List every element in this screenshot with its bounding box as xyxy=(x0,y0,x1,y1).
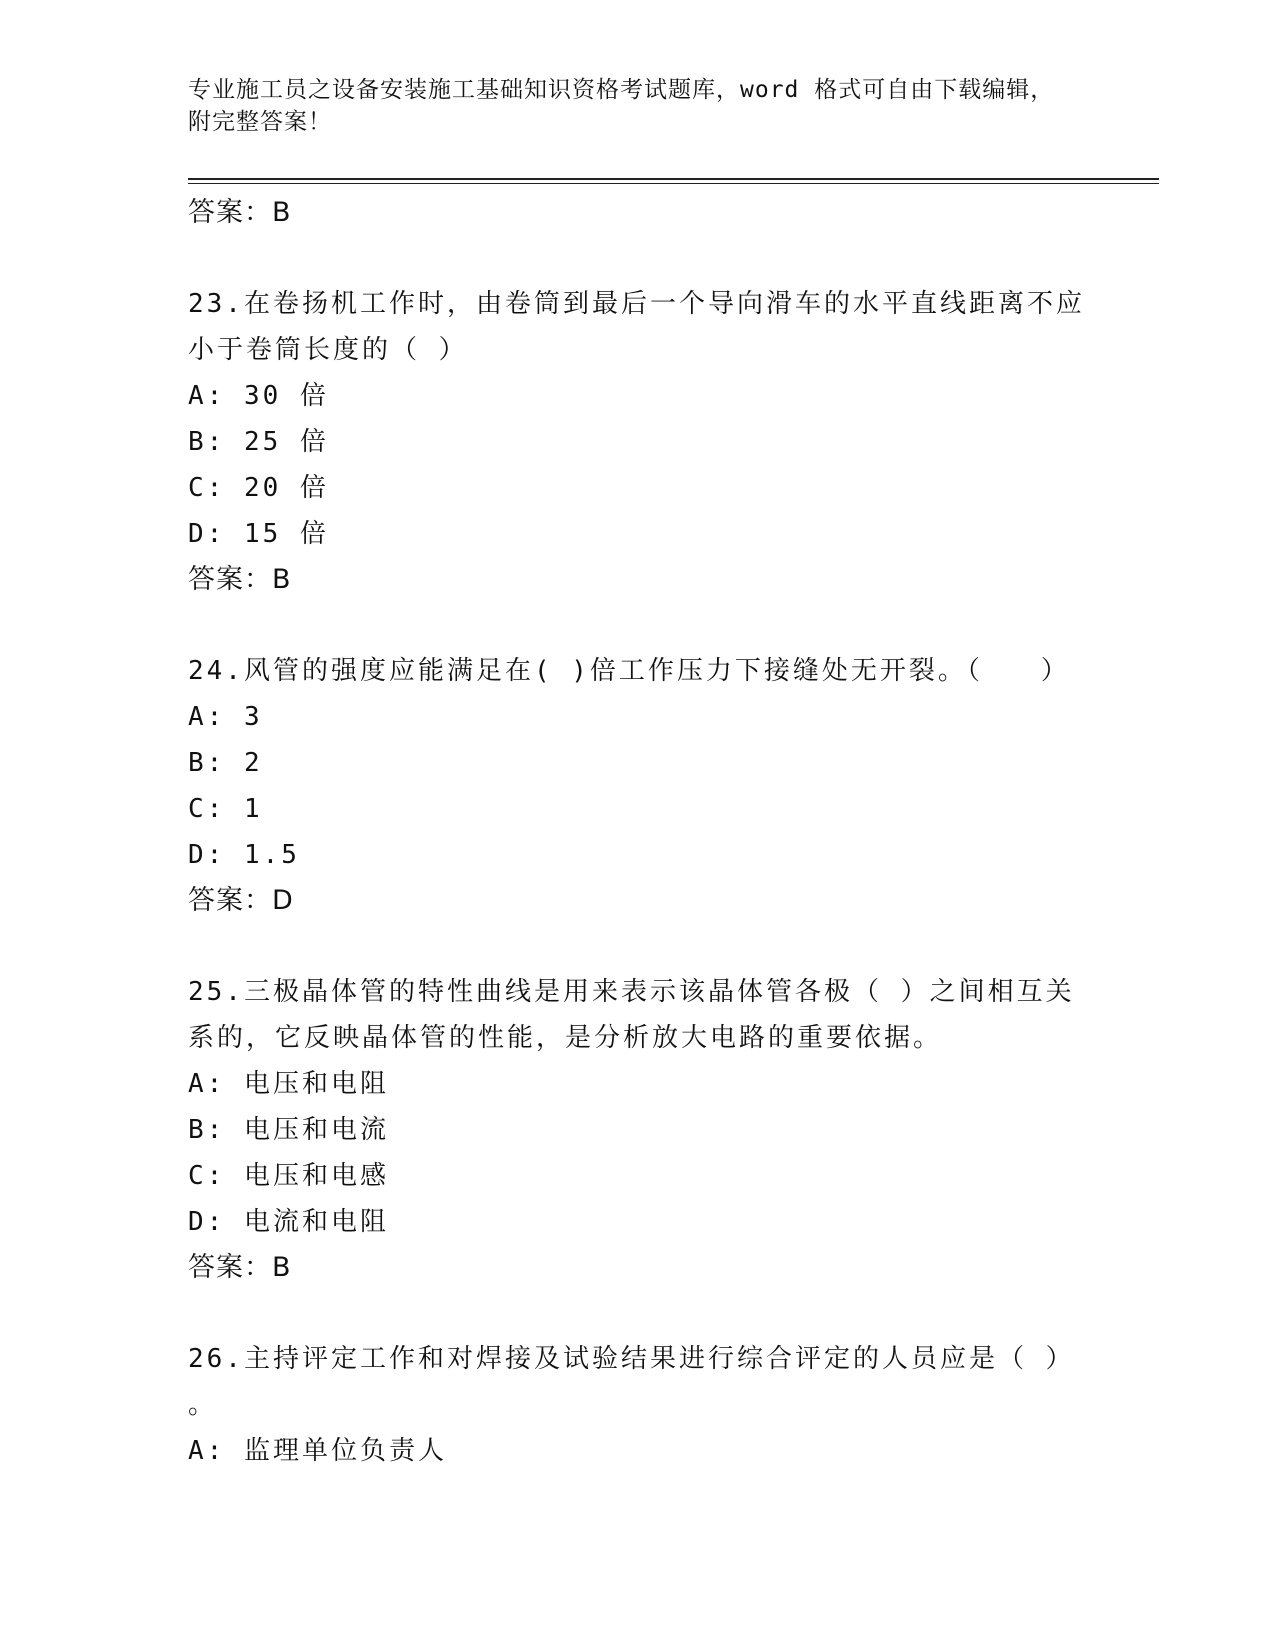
header-divider xyxy=(188,178,1159,180)
answer-line: 答案：D xyxy=(188,885,294,916)
option-d: D: 电流和电阻 xyxy=(188,1207,389,1237)
question-text: 。 xyxy=(188,1390,218,1420)
question-list xyxy=(188,190,1088,1474)
header-line-2: 附完整答案！ xyxy=(188,109,332,135)
question-text: 系的，它反映晶体管的性能，是分析放大电路的重要依据。 xyxy=(188,1023,943,1053)
option-a: A: 监理单位负责人 xyxy=(188,1436,447,1466)
header-line-1: 专业施工员之设备安装施工基础知识资格考试题库，word 格式可自由下载编辑， xyxy=(188,77,1055,103)
document-header xyxy=(188,74,1088,138)
option-a: A: 电压和电阻 xyxy=(188,1069,389,1099)
option-a: A: 30 倍 xyxy=(188,381,329,411)
question-text: 23.在卷扬机工作时，由卷筒到最后一个导向滑车的水平直线距离不应 xyxy=(188,289,1085,319)
question-text: 26.主持评定工作和对焊接及试验结果进行综合评定的人员应是（ ） xyxy=(188,1344,1075,1374)
option-b: B: 电压和电流 xyxy=(188,1115,389,1145)
option-d: D: 1.5 xyxy=(188,840,300,870)
question-text: 25.三极晶体管的特性曲线是用来表示该晶体管各极（ ）之间相互关 xyxy=(188,977,1075,1007)
option-c: C: 20 倍 xyxy=(188,473,329,503)
question-text: 小于卷筒长度的（ ） xyxy=(188,335,468,365)
question-25 xyxy=(188,969,1088,1291)
option-b: B: 2 xyxy=(188,748,263,778)
answer-line: 答案：B xyxy=(188,197,292,228)
option-b: B: 25 倍 xyxy=(188,427,329,457)
answer-line: 答案：B xyxy=(188,1252,292,1283)
header-divider-thin xyxy=(188,183,1159,184)
question-text: 24.风管的强度应能满足在( )倍工作压力下接缝处无开裂。（ ） xyxy=(188,656,1070,686)
option-c: C: 电压和电感 xyxy=(188,1161,389,1191)
question-23 xyxy=(188,281,1088,603)
answer-line: 答案：B xyxy=(188,564,292,595)
option-a: A: 3 xyxy=(188,702,263,732)
option-d: D: 15 倍 xyxy=(188,519,329,549)
question-26 xyxy=(188,1336,1088,1474)
question-24 xyxy=(188,648,1088,924)
option-c: C: 1 xyxy=(188,794,263,824)
